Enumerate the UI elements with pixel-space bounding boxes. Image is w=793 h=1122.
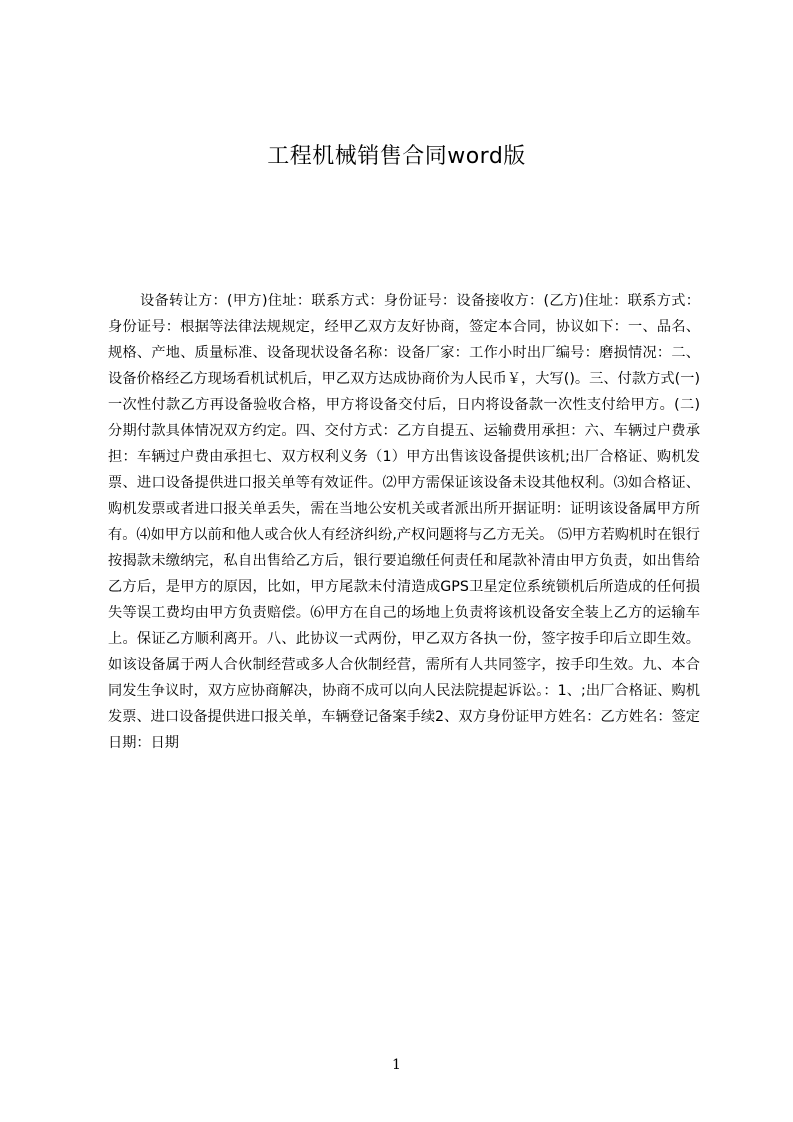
- contract-body-text: 设备转让方：(甲方)住址：联系方式：身份证号：设备接收方：(乙方)住址：联系方式：身份证号：根据等法律法规规定，经甲乙双方友好协商，签定本合同，协议如下：一、品名、规格、产地、质量标准、设备现状设备名称：设备厂家：工作小时出厂编号：磨损情况：二、设备价格经乙方现场看机试机后，甲乙双方达成协商价为人民币￥，大写()。三、付款方式(一)一次性付款乙方再设备验收合格，甲方将设备交付后，日内将设备款一次性支付给甲方。(二)分期付款具体情况双方约定。四、交付方式：乙方自提五、运输费用承担：六、车辆过户费承担：车辆过户费由承担七、双方权利义务（1）甲方出售该设备提供该机;出厂合格证、购机发票、进口设备提供进口报关单等有效证件。⑵甲方需保证该设备未设其他权利。⑶如合格证、购机发票或者进口报关单丢失，需在当地公安机关或者派出所开据证明：证明该设备属甲方所有。⑷如甲方以前和他人或合伙人有经济纠纷,产权问题将与乙方无关。 ⑸甲方若购机时在银行按揭款未缴纳完，私自出售给乙方后，银行要追缴任何责任和尾款补清由甲方负责，如出售给乙方后，是甲方的原因，比如，甲方尾款未付清造成GPS卫星定位系统锁机后所造成的任何损失等误工费均由甲方负责赔偿。⑹甲方在自己的场地上负责将该机设备安全装上乙方的运输车上。保证乙方顺利离开。八、此协议一式两份，甲乙双方各执一份，签字按手印后立即生效。如该设备属于两人合伙制经营或多人合伙制经营，需所有人共同签字，按手印生效。九、本合同发生争议时，双方应协商解决，协商不成可以向人民法院提起诉讼。：1、;出厂合格证、购机发票、进口设备提供进口报关单，车辆登记备案手续2、双方身份证甲方姓名：乙方姓名：签定日期：日期: [108, 293, 700, 751]
- document-title: 工程机械销售合同word版: [267, 144, 526, 169]
- page-number: 1: [392, 1057, 401, 1073]
